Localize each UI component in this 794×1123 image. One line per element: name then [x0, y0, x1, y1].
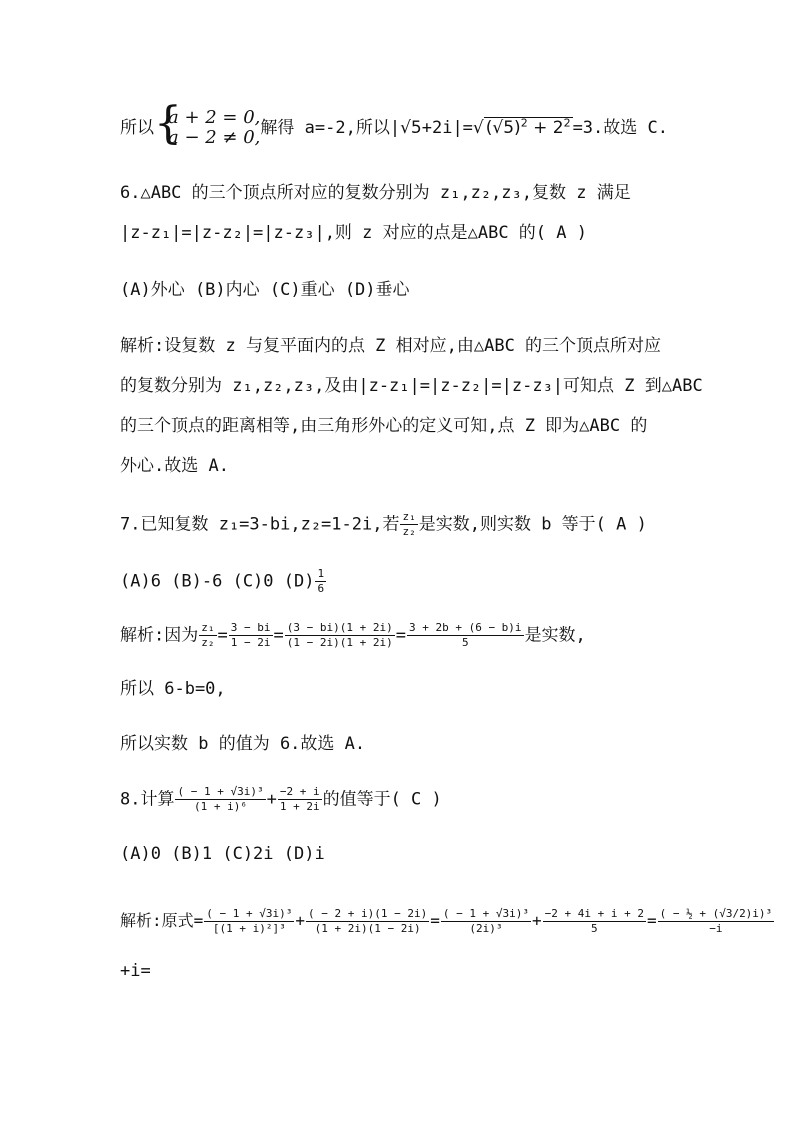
- q8-stem: [120, 785, 442, 814]
- q7-text-b: 是实数,则实数 b 等于( A ): [418, 514, 647, 535]
- q8-solution-1: [120, 907, 775, 936]
- radicand: [484, 110, 573, 141]
- q6-options: (A)外心 (B)内心 (C)重心 (D)垂心: [120, 280, 410, 300]
- equals: =: [273, 625, 284, 646]
- q7-solution-2: 所以 6-b=0,: [120, 679, 226, 699]
- frac-num: −2 + i: [279, 785, 320, 798]
- frac-1-6: [315, 567, 326, 596]
- frac-den: 1 − 2i: [230, 636, 271, 649]
- frac-den: −i: [709, 922, 723, 935]
- frac-g2: [306, 907, 429, 936]
- equals: =: [217, 625, 228, 646]
- q7-solution-1: [120, 621, 586, 650]
- frac-num: −2 + 4i + i + 2: [544, 907, 644, 920]
- frac-num: 1: [317, 567, 325, 580]
- q7-options: [120, 567, 327, 596]
- plus: +: [295, 911, 306, 930]
- frac-den: [(1 + i)²]³: [212, 922, 286, 935]
- frac-den: 5: [461, 636, 469, 649]
- frac-den: (1 + 2i)(1 − 2i): [314, 922, 421, 935]
- q6-line-2: |z-z₁|=|z-z₂|=|z-z₃|,则 z 对应的点是△ABC 的( A ): [120, 223, 587, 243]
- frac-1: [199, 621, 216, 650]
- q8-text-b: 的值等于( C ): [322, 789, 442, 810]
- frac-2: [229, 621, 273, 650]
- q8-sol-label: 解析:原式=: [120, 911, 204, 930]
- sqrt-sign: √: [472, 118, 484, 138]
- q6-solution-2: 的复数分别为 z₁,z₂,z₃,及由|z-z₁|=|z-z₂|=|z-z₃|可知点 Z 到△ABC: [120, 376, 703, 396]
- frac-den: (1 − 2i)(1 + 2i): [286, 636, 393, 649]
- equals: =: [395, 625, 406, 646]
- q8-options: (A)0 (B)1 (C)2i (D)i: [120, 844, 325, 864]
- text-solve: 解得 a=-2,所以|: [260, 118, 401, 138]
- q7-options-text: (A)6 (B)-6 (C)0 (D): [120, 571, 315, 592]
- text-suoyi: 所以: [120, 118, 154, 138]
- q7-stem: [120, 510, 647, 539]
- q7-text-a: 7.已知复数 z₁=3-bi,z₂=1-2i,若: [120, 514, 400, 535]
- frac-num: ( − 1 + √3i)³: [177, 785, 264, 798]
- frac-num: ( − 1 + √3i)³: [206, 907, 293, 920]
- frac-num: ( − 2 + i)(1 − 2i): [308, 907, 428, 920]
- plus: +: [266, 789, 277, 810]
- equation-system: [154, 98, 261, 149]
- frac-num: ( − 1 + √3i)³: [442, 907, 529, 920]
- frac-g3: [441, 907, 531, 936]
- rad-exp2: 2: [563, 116, 571, 130]
- frac-num: 3 + 2b + (6 − b)i: [408, 621, 522, 634]
- frac-g1: [204, 907, 294, 936]
- system-row-1: a + 2 = 0,: [168, 107, 261, 128]
- q6-solution-1: 解析:设复数 z 与复平面内的点 Z 相对应,由△ABC 的三个顶点所对应: [120, 336, 662, 356]
- frac-3: [285, 621, 395, 650]
- frac-den: (2i)³: [469, 922, 503, 935]
- q7-sol-label: 解析:因为: [120, 625, 199, 646]
- frac-den: z₂: [201, 636, 215, 649]
- frac-z1-z2: [400, 510, 417, 539]
- brace: {: [154, 98, 182, 149]
- rad-plus2: + 2: [527, 118, 564, 138]
- text-answer-c: =3.故选 C.: [572, 118, 668, 138]
- q7-solution-3: 所以实数 b 的值为 6.故选 A.: [120, 734, 366, 754]
- sqrt5: √5: [400, 118, 422, 138]
- frac-num: 3 − bi: [230, 621, 271, 634]
- frac-num: (3 − bi)(1 + 2i): [286, 621, 393, 634]
- system-row-2: a − 2 ≠ 0,: [168, 127, 261, 148]
- q6-solution-3: 的三个顶点的距离相等,由三角形外心的定义可知,点 Z 即为△ABC 的: [120, 416, 648, 436]
- frac-den: 6: [317, 582, 325, 595]
- solution-line-1: [120, 98, 668, 149]
- equals: =: [430, 911, 440, 930]
- frac-g5: [658, 907, 775, 936]
- rad-base: (√5): [485, 118, 521, 138]
- rad-exp1: 2: [520, 116, 528, 130]
- frac-num: ( − ½ + (√3/2)i)³: [659, 907, 773, 920]
- frac-den: z₂: [402, 525, 416, 538]
- frac-den: 5: [590, 922, 598, 935]
- frac-den: (1 + i)⁶: [194, 800, 248, 813]
- q8-solution-2: +i=: [120, 961, 151, 981]
- q7-sol-end: 是实数,: [524, 625, 586, 646]
- q6-line-1: 6.△ABC 的三个顶点所对应的复数分别为 z₁,z₂,z₃,复数 z 满足: [120, 183, 631, 203]
- frac-4: [407, 621, 524, 650]
- plus: +: [531, 911, 542, 930]
- frac-q8-1: [175, 785, 265, 814]
- frac-den: 1 + 2i: [279, 800, 320, 813]
- frac-q8-2: [278, 785, 322, 814]
- frac-g4: [543, 907, 646, 936]
- frac-num: z₁: [402, 510, 416, 523]
- q6-solution-4: 外心.故选 A.: [120, 456, 229, 476]
- equals: =: [646, 911, 657, 930]
- q8-text-a: 8.计算: [120, 789, 175, 810]
- frac-num: z₁: [201, 621, 215, 634]
- text-plus2i: +2i|=: [421, 118, 473, 138]
